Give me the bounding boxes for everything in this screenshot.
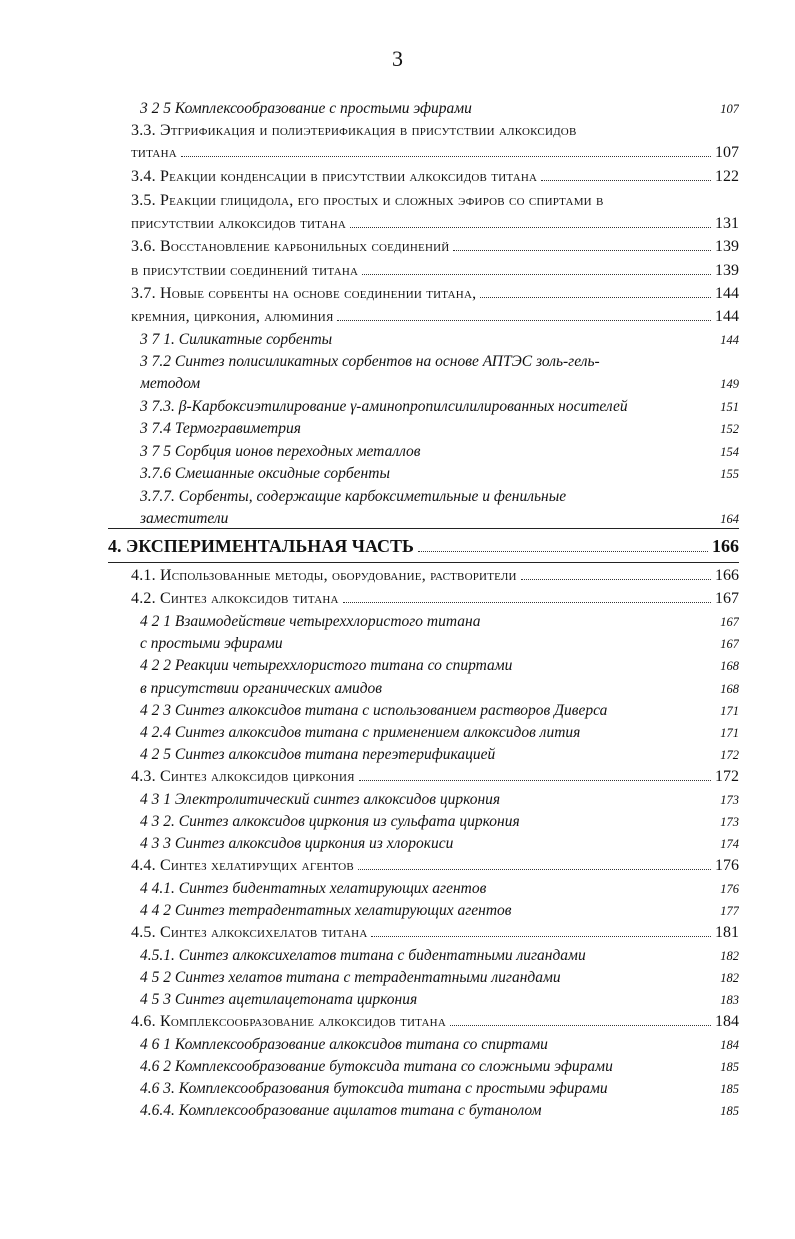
toc-entry-title: 4 2 1 Взаимодействие четыреххлористого титана xyxy=(140,613,481,630)
toc-entry-title: 4 4 2 Синтез тетрадентатных хелатирующих агентов xyxy=(140,902,512,919)
toc-entry-page: 144 xyxy=(715,308,739,325)
toc-entry-page: 167 xyxy=(720,637,739,651)
toc-entry-page: 185 xyxy=(720,1060,739,1074)
toc-entry xyxy=(140,100,739,118)
toc-entry xyxy=(140,613,739,631)
toc-entry-title: 4 3 1 Электролитический синтез алкоксидов циркония xyxy=(140,791,501,808)
toc-entry-page: 176 xyxy=(720,882,739,896)
toc-entry-title: 4 6 1 Комплексообразование алкоксидов титана со спиртами xyxy=(140,1036,548,1053)
toc-entry-page: 173 xyxy=(720,793,739,807)
toc-entry-page: 139 xyxy=(715,238,739,255)
toc-entry xyxy=(140,969,739,987)
toc-entry-title: присутствии алкоксидов титана xyxy=(131,215,346,232)
toc-entry-title: в присутствии органических амидов xyxy=(140,680,383,697)
toc-entry xyxy=(131,144,739,162)
toc-entry-title: 4. ЭКСПЕРИМЕНТАЛЬНАЯ ЧАСТЬ xyxy=(108,536,414,556)
toc-entry xyxy=(131,215,739,233)
toc-leader xyxy=(480,297,711,298)
toc-leader xyxy=(358,869,711,870)
toc-leader xyxy=(181,156,711,157)
toc-entry xyxy=(131,262,739,280)
toc-leader xyxy=(362,274,711,275)
toc-entry-title: 4.5.1. Синтез алкоксихелатов титана с бидентатными лигандами xyxy=(140,947,586,964)
toc-entry xyxy=(131,924,739,942)
toc-entry-title: 4.6.4. Комплексообразование ацилатов титана с бутанолом xyxy=(140,1102,542,1119)
toc-entry-title: 4 2 2 Реакции четыреххлористого титана со спиртами xyxy=(140,657,513,674)
toc-entry xyxy=(140,835,739,853)
toc-entry-title: 3 2 5 Комплексообразование с простыми эфирами xyxy=(140,100,472,117)
toc-entry-page: 185 xyxy=(720,1082,739,1096)
toc-entry xyxy=(140,1036,739,1054)
toc-leader xyxy=(343,602,711,603)
toc-entry-page: 184 xyxy=(715,1013,739,1030)
toc-entry xyxy=(140,443,739,461)
toc-entry-title: 3.6. Восстановление карбонильных соединений xyxy=(131,238,450,255)
toc-entry xyxy=(131,122,739,140)
toc-entry-page: 171 xyxy=(720,704,739,718)
toc-entry-page: 149 xyxy=(720,377,739,391)
toc-entry-title: кремния, циркония, алюминия xyxy=(131,308,334,325)
toc-entry-page: 107 xyxy=(720,102,739,116)
toc-entry-page: 167 xyxy=(715,590,739,607)
toc-entry-title: 3 7 1. Силикатные сорбенты xyxy=(140,331,333,348)
toc-entry xyxy=(140,657,739,675)
toc-entry-page: 183 xyxy=(720,993,739,1007)
toc-entry-title: 4 5 3 Синтез ацетилацетоната циркония xyxy=(140,991,418,1008)
toc-entry xyxy=(140,331,739,349)
toc-entry-title: 4 5 2 Синтез хелатов титана с тетрадентатными лигандами xyxy=(140,969,561,986)
toc-leader xyxy=(350,227,711,228)
toc-entry-title: 4.6 3. Комплексообразования бутоксида титана с простыми эфирами xyxy=(140,1080,608,1097)
toc-leader xyxy=(521,579,711,580)
toc-entry xyxy=(140,724,739,742)
toc-entry xyxy=(140,375,739,393)
toc-chapter-entry xyxy=(108,536,739,557)
toc-entry xyxy=(131,192,739,210)
toc-entry-page: 172 xyxy=(715,768,739,785)
toc-entry-title: 4.3. Синтез алкоксидов циркония xyxy=(131,768,355,785)
toc-entry-title: 4.6 2 Комплексообразование бутоксида титана со сложными эфирами xyxy=(140,1058,613,1075)
toc-entry-title: 4 2 3 Синтез алкоксидов титана с использованием растворов Диверса xyxy=(140,702,608,719)
toc-entry-page: 144 xyxy=(720,333,739,347)
toc-entry-title: 3.4. Реакции конденсации в присутствии алкоксидов титана xyxy=(131,168,538,185)
toc-leader xyxy=(450,1025,711,1026)
toc-entry xyxy=(140,510,739,528)
toc-leader xyxy=(541,180,711,181)
toc-entry-title: 4 3 2. Синтез алкоксидов циркония из сульфата циркония xyxy=(140,813,520,830)
toc-entry xyxy=(131,768,739,786)
toc-leader xyxy=(359,780,711,781)
toc-entry-title: 4.2. Синтез алкоксидов титана xyxy=(131,590,339,607)
toc-entry-page: 131 xyxy=(715,215,739,232)
toc-entry-title: 3 7.2 Синтез полисиликатных сорбентов на основе АПТЭС золь-гель- xyxy=(140,353,600,370)
toc-entry-page: 166 xyxy=(715,567,739,584)
toc-entry-title: 3 7.3. β-Карбоксиэтилирование γ-аминопропилсилилированных носителей xyxy=(140,398,628,415)
toc-entry xyxy=(131,308,739,326)
toc-entry-page: 152 xyxy=(720,422,739,436)
toc-entry-page: 173 xyxy=(720,815,739,829)
toc-entry xyxy=(140,991,739,1009)
toc-entry xyxy=(140,947,739,965)
toc-entry-page: 182 xyxy=(720,949,739,963)
page-number: 3 xyxy=(392,46,403,71)
toc-entry xyxy=(140,880,739,898)
toc-entry-title: 3 7 5 Сорбция ионов переходных металлов xyxy=(140,443,421,460)
section-divider xyxy=(108,528,739,529)
toc-entry-title: 4 2 5 Синтез алкоксидов титана переэтерификацией xyxy=(140,746,496,763)
toc-entry xyxy=(131,567,739,585)
toc-entry-title: в присутствии соединений титана xyxy=(131,262,359,279)
toc-entry xyxy=(131,590,739,608)
toc-entry xyxy=(140,1102,739,1120)
toc-entry xyxy=(131,1013,739,1031)
toc-entry xyxy=(140,746,739,764)
toc-entry xyxy=(140,420,739,438)
toc-entry xyxy=(140,635,739,653)
toc-entry-page: 151 xyxy=(720,400,739,414)
toc-entry-page: 177 xyxy=(720,904,739,918)
toc-entry-page: 166 xyxy=(712,536,739,556)
toc-entry-page: 185 xyxy=(720,1104,739,1118)
toc-entry-page: 107 xyxy=(715,144,739,161)
toc-entry-title: методом xyxy=(140,375,201,392)
toc-entry-page: 154 xyxy=(720,445,739,459)
toc-entry-title: 4 4.1. Синтез бидентатных хелатирующих агентов xyxy=(140,880,487,897)
toc-entry-page: 139 xyxy=(715,262,739,279)
toc-entry-title: с простыми эфирами xyxy=(140,635,283,652)
toc-entry xyxy=(131,285,739,303)
toc-entry-page: 176 xyxy=(715,857,739,874)
toc-entry-page: 168 xyxy=(720,659,739,673)
toc-entry xyxy=(140,702,739,720)
toc-entry-page: 181 xyxy=(715,924,739,941)
toc-entry-page: 172 xyxy=(720,748,739,762)
toc-entry-page: 144 xyxy=(715,285,739,302)
toc-entry xyxy=(131,168,739,186)
toc-entry xyxy=(140,791,739,809)
toc-entry-title: 3.7.7. Сорбенты, содержащие карбоксиметильные и фенильные xyxy=(140,488,567,505)
toc-entry-title: заместители xyxy=(140,510,229,527)
toc-entry-title: 4.4. Синтез хелатирущих агентов xyxy=(131,857,354,874)
toc-entry xyxy=(140,1080,739,1098)
toc-entry-title: 3.7. Новые сорбенты на основе соединении титана, xyxy=(131,285,477,302)
toc-entry xyxy=(131,238,739,256)
toc-entry-title: 3.5. Реакции глицидола, его простых и сложных эфиров со спиртами в xyxy=(131,192,604,209)
toc-entry-title: 4.6. Комплексообразование алкоксидов титана xyxy=(131,1013,446,1030)
toc-leader xyxy=(371,936,711,937)
toc-entry-title: 3 7.4 Термогравиметрия xyxy=(140,420,301,437)
toc-entry xyxy=(131,857,739,875)
toc-entry-title: 4 3 3 Синтез алкоксидов циркония из хлорокиси xyxy=(140,835,454,852)
toc-entry-title: титана xyxy=(131,144,177,161)
toc-entry xyxy=(140,488,739,506)
section-divider xyxy=(108,562,739,563)
toc-entry-page: 155 xyxy=(720,467,739,481)
toc-entry-page: 164 xyxy=(720,512,739,526)
toc-entry-page: 167 xyxy=(720,615,739,629)
toc-entry-page: 182 xyxy=(720,971,739,985)
toc-leader xyxy=(337,320,711,321)
toc-entry-title: 3.7.6 Смешанные оксидные сорбенты xyxy=(140,465,390,482)
toc-entry xyxy=(140,398,739,416)
toc-entry xyxy=(140,902,739,920)
toc-entry-page: 174 xyxy=(720,837,739,851)
toc-entry-title: 4 2.4 Синтез алкоксидов титана с применением алкоксидов лития xyxy=(140,724,581,741)
toc-entry xyxy=(140,813,739,831)
toc-entry-title: 4.1. Использованные методы, оборудование, растворители xyxy=(131,567,517,584)
toc-entry xyxy=(140,1058,739,1076)
toc-entry-title: 4.5. Синтез алкоксихелатов титана xyxy=(131,924,368,941)
toc-leader xyxy=(453,250,711,251)
toc-entry xyxy=(140,353,739,371)
toc-leader xyxy=(418,551,708,552)
toc-entry xyxy=(140,465,739,483)
toc-entry-page: 122 xyxy=(715,168,739,185)
toc-entry-title: 3.3. Этгрификация и полиэтерификация в присутствии алкоксидов xyxy=(131,122,577,139)
toc-entry-page: 184 xyxy=(720,1038,739,1052)
toc-entry-page: 171 xyxy=(720,726,739,740)
toc-entry xyxy=(140,680,739,698)
toc-entry-page: 168 xyxy=(720,682,739,696)
